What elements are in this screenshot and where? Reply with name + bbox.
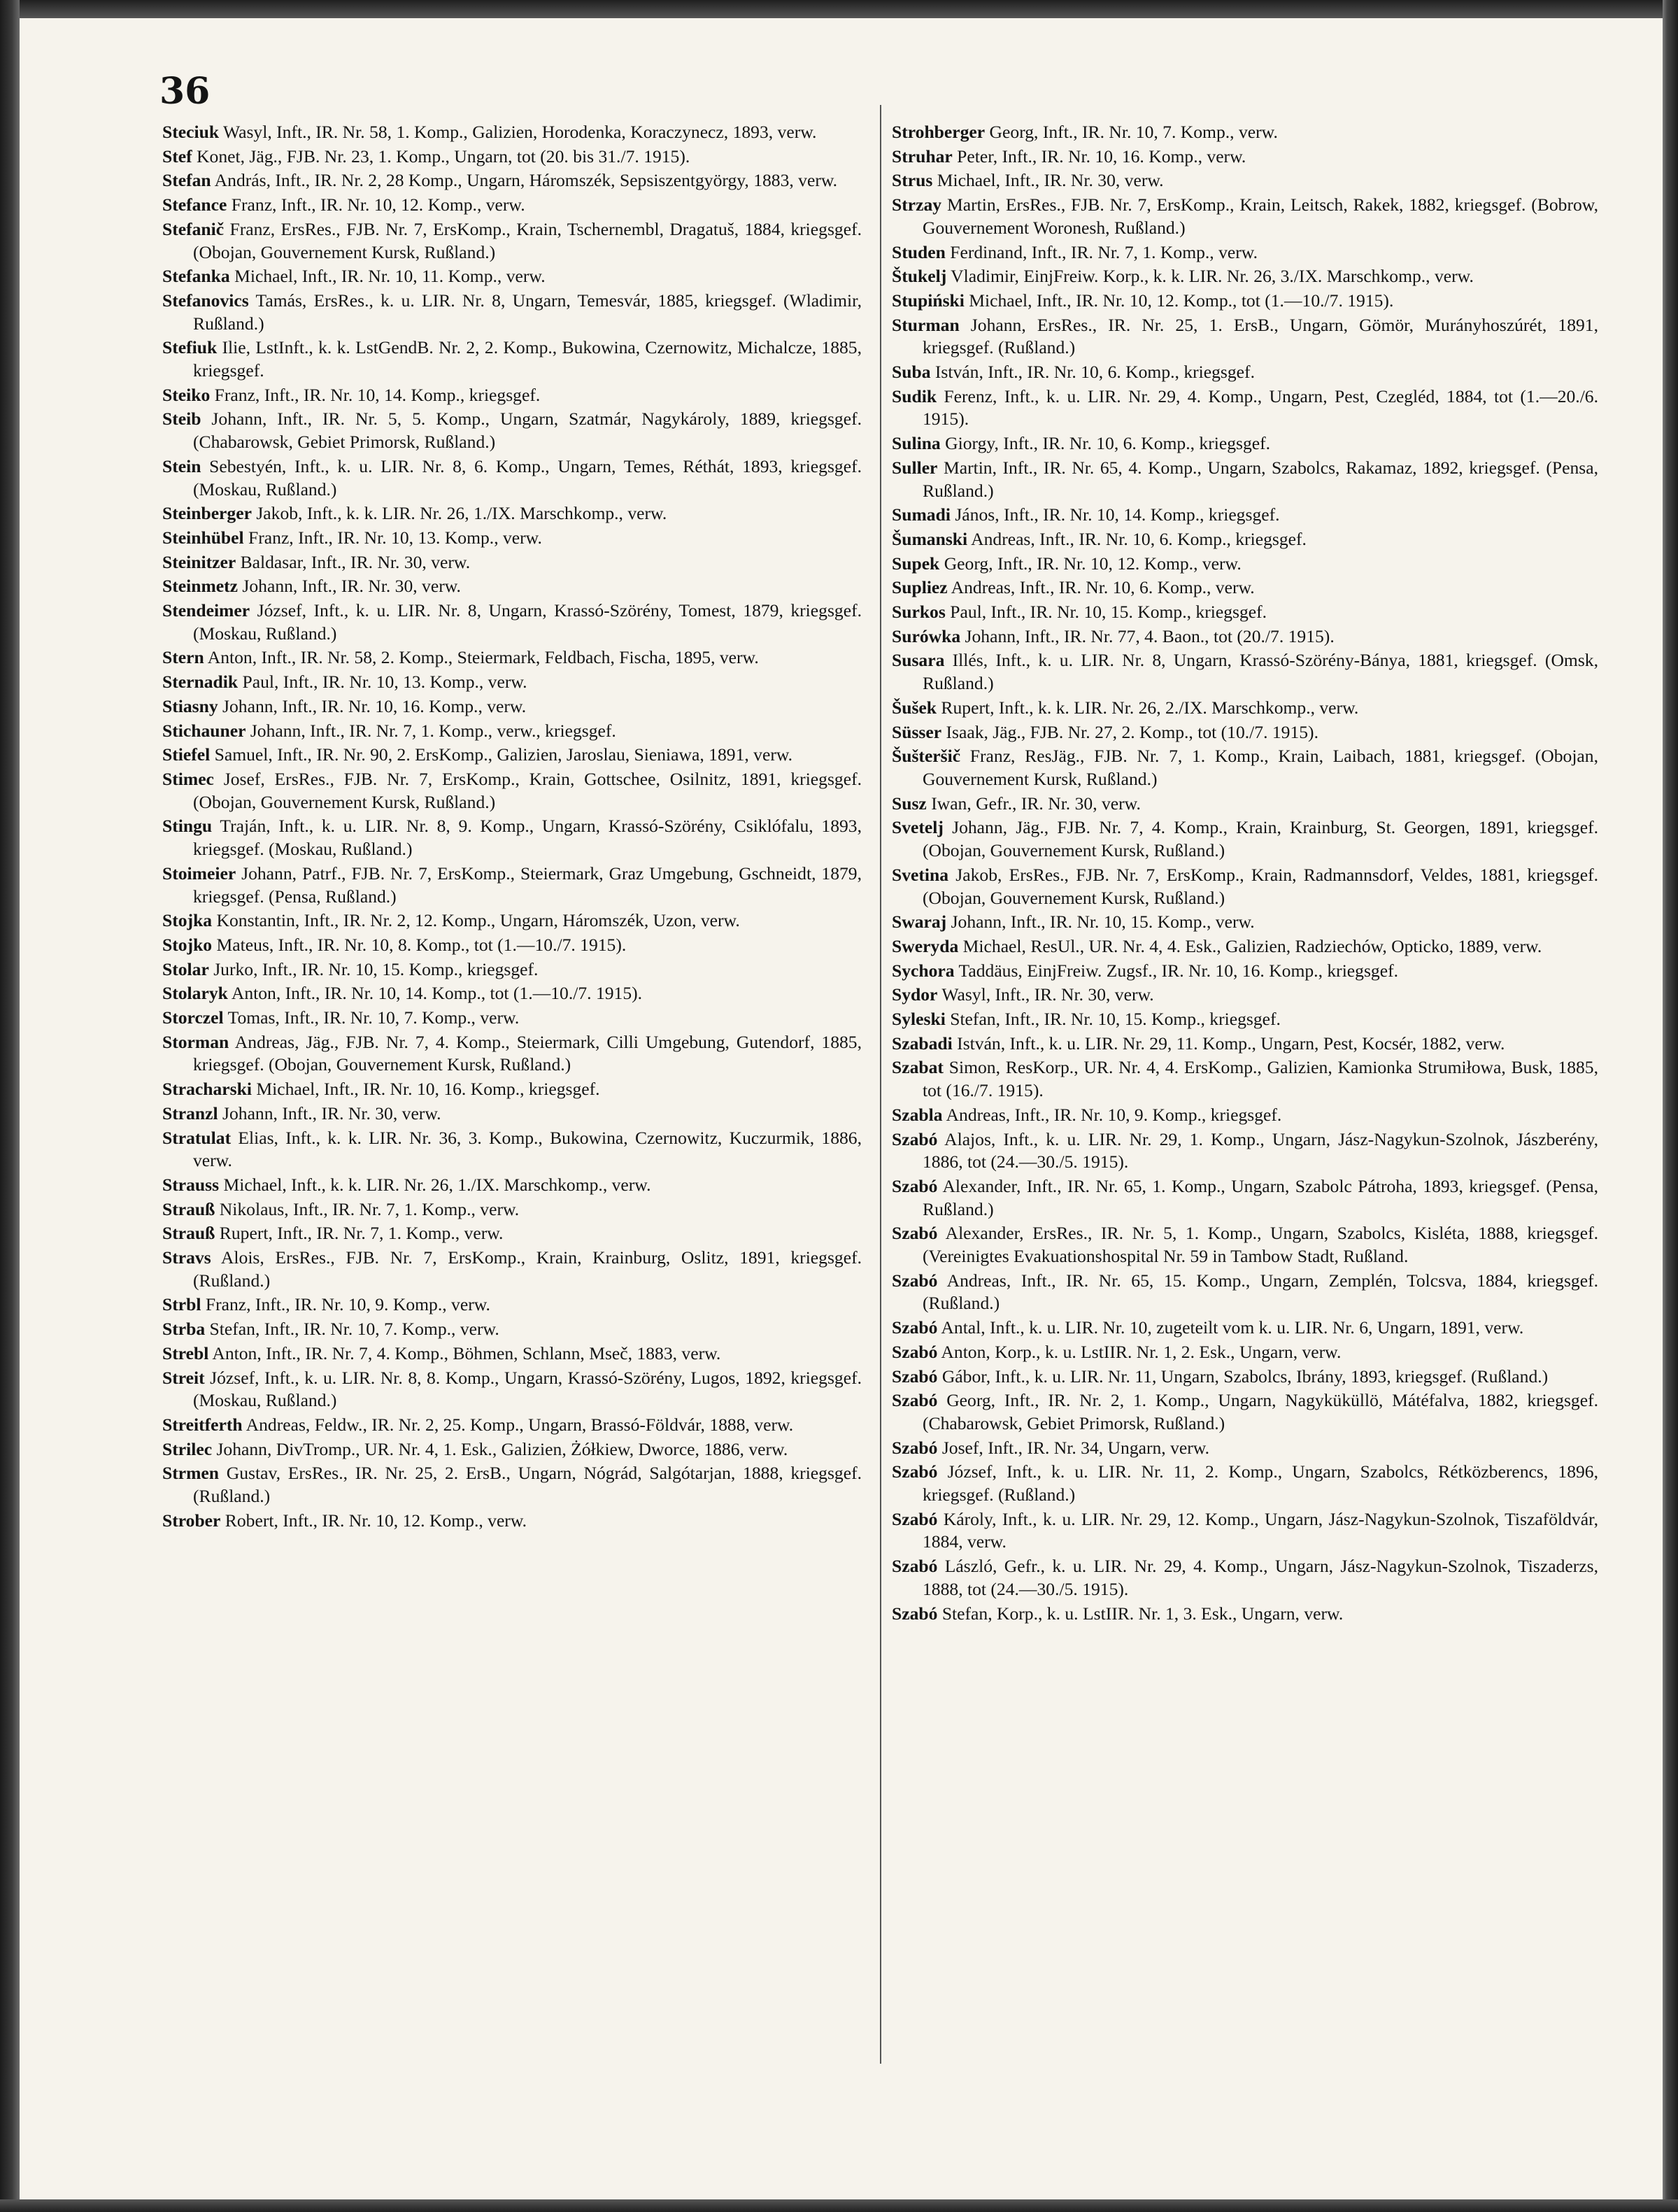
entry-details: Alois, ErsRes., FJB. Nr. 7, ErsKomp., Krain, Krainburg, Oslitz, 1891, kriegsgef. (Rußland.) <box>193 1247 862 1291</box>
casualty-entry <box>162 502 862 525</box>
entry-details: Rupert, Inft., k. k. LIR. Nr. 26, 2./IX. Marschkomp., verw. <box>937 697 1359 718</box>
entry-surname: Szabó <box>892 1390 938 1411</box>
casualty-entry <box>162 646 862 669</box>
entry-details: Nikolaus, Inft., IR. Nr. 7, 1. Komp., verw. <box>215 1198 520 1219</box>
entry-details: Robert, Inft., IR. Nr. 10, 12. Komp., verw. <box>220 1510 527 1531</box>
entry-details: Ferdinand, Inft., IR. Nr. 7, 1. Komp., verw. <box>945 241 1258 262</box>
entry-surname: Sternadik <box>162 672 239 693</box>
entry-details: Johann, Inft., IR. Nr. 10, 16. Komp., verw. <box>218 695 527 716</box>
casualty-entry <box>162 408 862 453</box>
casualty-entry <box>892 1461 1598 1506</box>
entry-surname: Surówka <box>892 625 961 646</box>
casualty-entry <box>162 551 862 574</box>
entry-surname: Stiefel <box>162 744 211 765</box>
entry-surname: Streitferth <box>162 1414 243 1435</box>
entry-surname: Stefiuk <box>162 337 218 358</box>
casualty-entry <box>162 265 862 288</box>
casualty-entry <box>892 290 1598 313</box>
entry-surname: Strohberger <box>892 122 986 142</box>
entry-surname: Steib <box>162 409 201 430</box>
entry-details: Johann, Inft., IR. Nr. 10, 15. Komp., verw. <box>946 912 1255 933</box>
casualty-entry <box>892 265 1598 288</box>
entry-details: Andreas, Inft., IR. Nr. 10, 6. Komp., verw. <box>947 577 1255 598</box>
casualty-entry <box>892 864 1598 909</box>
casualty-entry <box>162 1367 862 1412</box>
entry-details: Johann, Jäg., FJB. Nr. 7, 4. Komp., Krain, Krainburg, St. Georgen, 1891, kriegsgef. (Obojan, Gouvernement Kursk, Rußland.) <box>923 817 1598 861</box>
entry-surname: Strebl <box>162 1342 209 1363</box>
casualty-entry <box>892 1317 1598 1340</box>
casualty-entry <box>162 1127 862 1172</box>
casualty-entry <box>162 575 862 598</box>
casualty-entry <box>892 385 1598 431</box>
entry-surname: Suller <box>892 457 938 478</box>
entry-details: Alajos, Inft., k. u. LIR. Nr. 29, 1. Komp., Ungarn, Jász-Nagykun-Szolnok, Jászberény, 1886, tot (24.—30./5. 1915). <box>923 1128 1598 1172</box>
entry-surname: Stein <box>162 455 201 476</box>
entry-surname: Stolaryk <box>162 983 228 1004</box>
entry-surname: Štukelj <box>892 266 947 287</box>
entry-surname: Szabó <box>892 1556 938 1577</box>
entry-details: Martin, ErsRes., FJB. Nr. 7, ErsKomp., Krain, Leitsch, Rakek, 1882, kriegsgef. (Bobrow, Gouvernement Woronesh, Rußland.) <box>923 194 1598 238</box>
casualty-entry <box>162 695 862 718</box>
entry-details: Michael, Inft., IR. Nr. 10, 11. Komp., verw. <box>229 266 546 287</box>
entry-surname: Szabó <box>892 1508 938 1529</box>
casualty-entry <box>892 816 1598 862</box>
casualty-entry <box>162 1103 862 1126</box>
entry-details: Josef, Inft., IR. Nr. 34, Ungarn, verw. <box>937 1437 1209 1458</box>
entry-details: Anton, Inft., IR. Nr. 10, 14. Komp., tot (1.—10./7. 1915). <box>227 983 643 1004</box>
entry-surname: Supek <box>892 553 940 574</box>
entry-details: Andreas, Inft., IR. Nr. 65, 15. Komp., Ungarn, Zemplén, Tolcsva, 1884, kriegsgef. (Rußland.) <box>923 1270 1598 1314</box>
casualty-entry <box>162 384 862 407</box>
casualty-entry <box>892 960 1598 983</box>
casualty-entry <box>162 1247 862 1292</box>
entry-surname: Šušek <box>892 697 937 718</box>
entry-surname: Sudik <box>892 385 937 406</box>
casualty-entry <box>892 911 1598 934</box>
scan-border-left <box>0 0 20 2212</box>
casualty-entry <box>162 527 862 550</box>
entry-details: János, Inft., IR. Nr. 10, 14. Komp., kriegsgef. <box>950 504 1280 525</box>
entry-details: Gábor, Inft., k. u. LIR. Nr. 11, Ungarn, Szabolcs, Ibrány, 1893, kriegsgef. (Rußland.) <box>937 1366 1549 1387</box>
casualty-entry <box>162 671 862 694</box>
entry-details: István, Inft., k. u. LIR. Nr. 29, 11. Komp., Ungarn, Pest, Kocsér, 1882, verw. <box>952 1033 1505 1054</box>
entry-surname: Szabó <box>892 1461 938 1482</box>
entry-details: Michael, Inft., IR. Nr. 10, 16. Komp., kriegsgef. <box>251 1079 600 1100</box>
casualty-entry <box>162 1222 862 1245</box>
entry-details: Alexander, Inft., IR. Nr. 65, 1. Komp., Ungarn, Szabolc Pátroha, 1893, kriegsgef. (Pensa, Rußland.) <box>923 1175 1598 1219</box>
entry-surname: Süsser <box>892 721 942 742</box>
casualty-entry <box>162 1293 862 1317</box>
casualty-entry <box>892 1555 1598 1601</box>
casualty-entry <box>162 1031 862 1077</box>
casualty-entry <box>892 1056 1598 1102</box>
entry-details: József, Inft., k. u. LIR. Nr. 11, 2. Komp., Ungarn, Szabolcs, Rétközberencs, 1896, kriegsgef. (Rußland.) <box>923 1461 1598 1505</box>
casualty-entry <box>892 984 1598 1007</box>
entry-details: Ferenz, Inft., k. u. LIR. Nr. 29, 4. Komp., Ungarn, Pest, Czegléd, 1884, tot (1.—20./6. 1915). <box>923 385 1598 430</box>
entry-details: Josef, ErsRes., FJB. Nr. 7, ErsKomp., Krain, Gottschee, Osilnitz, 1891, kriegsgef. (Obojan, Gouvernement Kursk, Rußland.) <box>193 768 862 812</box>
entry-surname: Strzay <box>892 194 942 215</box>
casualty-entry <box>892 721 1598 744</box>
entry-details: Vladimir, EinjFreiw. Korp., k. k. LIR. Nr. 26, 3./IX. Marschkomp., verw. <box>946 266 1474 287</box>
entry-details: István, Inft., IR. Nr. 10, 6. Komp., kriegsgef. <box>930 362 1255 383</box>
entry-details: Jakob, Inft., k. k. LIR. Nr. 26, 1./IX. Marschkomp., verw. <box>251 503 667 524</box>
entry-details: Franz, Inft., IR. Nr. 10, 9. Komp., verw. <box>201 1294 490 1315</box>
entry-surname: Stupiński <box>892 290 965 311</box>
casualty-entry <box>892 1508 1598 1554</box>
casualty-entry <box>162 863 862 908</box>
casualty-entry <box>892 1603 1598 1626</box>
entry-details: Sebestyén, Inft., k. u. LIR. Nr. 8, 6. Komp., Ungarn, Temes, Réthát, 1893, kriegsgef. (Moskau, Rußland.) <box>193 455 862 499</box>
entry-surname: Szabó <box>892 1437 938 1458</box>
casualty-entry <box>162 455 862 501</box>
entry-details: Johann, Inft., IR. Nr. 7, 1. Komp., verw., kriegsgef. <box>246 720 616 741</box>
casualty-entry <box>892 625 1598 648</box>
entry-surname: Susz <box>892 793 927 814</box>
entry-surname: Steinmetz <box>162 576 239 597</box>
casualty-entry <box>892 146 1598 169</box>
entry-surname: Streit <box>162 1367 205 1388</box>
casualty-entry <box>892 241 1598 264</box>
entry-details: Simon, ResKorp., UR. Nr. 4, 4. ErsKomp., Galizien, Kamionka Strumiłowa, Busk, 1885, tot (16./7. 1915). <box>923 1057 1598 1101</box>
entry-surname: Stefanovics <box>162 290 249 311</box>
entry-surname: Šušteršič <box>892 746 961 767</box>
page-number: 36 <box>159 70 211 113</box>
entry-surname: Stojko <box>162 934 213 955</box>
casualty-entry <box>162 934 862 957</box>
casualty-entry <box>162 336 862 382</box>
casualty-entry <box>162 600 862 645</box>
casualty-entry <box>892 745 1598 790</box>
entry-surname: Stichauner <box>162 720 246 741</box>
entry-surname: Surkos <box>892 602 946 623</box>
entry-details: Johann, ErsRes., IR. Nr. 25, 1. ErsB., Ungarn, Gömör, Murányhoszúrét, 1891, kriegsgef. (Rußland.) <box>923 314 1598 358</box>
entry-details: László, Gefr., k. u. LIR. Nr. 29, 4. Komp., Ungarn, Jász-Nagykun-Szolnok, Tiszaderzs, 1888, tot (24.—30./5. 1915). <box>923 1556 1598 1599</box>
casualty-entry <box>892 1389 1598 1435</box>
entry-surname: Szabó <box>892 1270 938 1291</box>
casualty-entry <box>162 290 862 335</box>
entry-surname: Svetina <box>892 864 949 885</box>
entry-details: Franz, Inft., IR. Nr. 10, 12. Komp., verw. <box>227 194 525 215</box>
entry-details: Samuel, Inft., IR. Nr. 90, 2. ErsKomp., Galizien, Jaroslau, Sieniawa, 1891, verw. <box>210 744 793 765</box>
scan-border-bottom <box>0 2199 1678 2212</box>
scan-border-top <box>0 0 1678 18</box>
entry-surname: Syleski <box>892 1009 946 1030</box>
casualty-entry <box>892 1128 1598 1174</box>
entry-surname: Supliez <box>892 577 948 598</box>
casualty-entry <box>892 457 1598 502</box>
entry-surname: Suba <box>892 362 931 383</box>
entry-details: Michael, ResUl., UR. Nr. 4, 4. Esk., Galizien, Radziechów, Opticko, 1889, verw. <box>958 935 1542 956</box>
casualty-entry <box>892 1033 1598 1056</box>
entry-details: Taddäus, EinjFreiw. Zugsf., IR. Nr. 10, 16. Komp., kriegsgef. <box>954 960 1398 981</box>
casualty-entry <box>892 528 1598 551</box>
casualty-entry <box>892 361 1598 384</box>
entry-surname: Struhar <box>892 146 953 166</box>
casualty-entry <box>892 194 1598 239</box>
casualty-entry <box>162 1007 862 1030</box>
entry-details: József, Inft., k. u. LIR. Nr. 8, Ungarn, Krassó-Szörény, Tomest, 1879, kriegsgef. (Moskau, Rußland.) <box>193 600 862 644</box>
entry-details: Michael, Inft., IR. Nr. 30, verw. <box>932 170 1164 191</box>
entry-details: József, Inft., k. u. LIR. Nr. 8, 8. Komp., Ungarn, Krassó-Szörény, Lugos, 1892, kriegsgef. (Moskau, Rußland.) <box>193 1367 862 1411</box>
entry-details: Paul, Inft., IR. Nr. 10, 13. Komp., verw. <box>238 672 527 693</box>
entry-details: Michael, Inft., IR. Nr. 10, 12. Komp., tot (1.—10./7. 1915). <box>964 290 1394 311</box>
casualty-entry <box>892 1341 1598 1364</box>
entry-details: Gustav, ErsRes., IR. Nr. 25, 2. ErsB., Ungarn, Nógrád, Salgótarjan, 1888, kriegsgef. (Rußland.) <box>193 1463 862 1507</box>
entry-details: Wasyl, Inft., IR. Nr. 30, verw. <box>937 984 1154 1005</box>
casualty-entry <box>162 218 862 264</box>
entry-surname: Strba <box>162 1319 206 1340</box>
entry-surname: Storman <box>162 1031 229 1052</box>
entry-surname: Stern <box>162 647 204 668</box>
entry-surname: Susara <box>892 650 945 671</box>
entry-surname: Sumadi <box>892 504 951 525</box>
entry-details: Martin, Inft., IR. Nr. 65, 4. Komp., Ungarn, Szabolcs, Rakamaz, 1892, kriegsgef. (Pensa, Rußland.) <box>923 457 1598 501</box>
entry-details: Johann, Inft., IR. Nr. 5, 5. Komp., Ungarn, Szatmár, Nagykároly, 1889, kriegsgef. (Chabarowsk, Gebiet Primorsk, Rußland.) <box>193 409 862 453</box>
entry-surname: Szabó <box>892 1603 938 1624</box>
entry-surname: Szabó <box>892 1128 938 1149</box>
entry-surname: Strus <box>892 170 933 191</box>
entry-details: Franz, ErsRes., FJB. Nr. 7, ErsKomp., Krain, Tschernembl, Dragatuš, 1884, kriegsgef. (Obojan, Gouvernement Kursk, Rußland.) <box>193 218 862 262</box>
entry-surname: Strbl <box>162 1294 201 1315</box>
casualty-entry <box>162 1342 862 1366</box>
entry-details: Mateus, Inft., IR. Nr. 10, 8. Komp., tot (1.—10./7. 1915). <box>212 934 627 955</box>
entry-surname: Szabat <box>892 1057 944 1078</box>
entry-details: Traján, Inft., k. u. LIR. Nr. 8, 9. Komp., Ungarn, Krassó-Szörény, Csiklófalu, 1893, kriegsgef. (Moskau, Rußland.) <box>193 816 862 860</box>
entry-surname: Stranzl <box>162 1103 218 1123</box>
entry-surname: Stojka <box>162 910 213 931</box>
casualty-entry <box>162 1174 862 1197</box>
entry-details: Konstantin, Inft., IR. Nr. 2, 12. Komp., Ungarn, Háromszék, Uzon, verw. <box>212 910 740 931</box>
entry-surname: Szabó <box>892 1317 938 1338</box>
entry-details: Georg, Inft., IR. Nr. 10, 7. Komp., verw. <box>985 122 1278 142</box>
entry-details: Andreas, Feldw., IR. Nr. 2, 25. Komp., Ungarn, Brassó-Földvár, 1888, verw. <box>242 1414 794 1435</box>
casualty-entry <box>892 1270 1598 1315</box>
casualty-entry <box>892 432 1598 455</box>
entry-surname: Svetelj <box>892 817 944 838</box>
right-column <box>892 121 1598 1626</box>
entry-details: Stefan, Korp., k. u. LstIIR. Nr. 1, 3. Esk., Ungarn, verw. <box>937 1603 1344 1624</box>
entry-surname: Stefan <box>162 170 211 191</box>
entry-details: Andreas, Inft., IR. Nr. 10, 6. Komp., kriegsgef. <box>967 528 1307 549</box>
entry-surname: Stefanič <box>162 218 225 239</box>
entry-surname: Sulina <box>892 433 941 454</box>
casualty-entry <box>162 1510 862 1533</box>
casualty-entry <box>892 121 1598 144</box>
casualty-entry <box>892 504 1598 527</box>
left-column <box>162 121 862 1533</box>
entry-details: Antal, Inft., k. u. LIR. Nr. 10, zugeteilt vom k. u. LIR. Nr. 6, Ungarn, 1891, verw. <box>937 1317 1524 1338</box>
entry-surname: Stingu <box>162 816 213 837</box>
casualty-entry <box>162 1078 862 1101</box>
entry-surname: Szabadi <box>892 1033 953 1054</box>
casualty-entry <box>162 1438 862 1461</box>
entry-surname: Strauß <box>162 1223 215 1244</box>
entry-surname: Stracharski <box>162 1079 252 1100</box>
entry-surname: Studen <box>892 241 946 262</box>
casualty-entry <box>892 314 1598 360</box>
entry-details: Károly, Inft., k. u. LIR. Nr. 29, 12. Komp., Ungarn, Jász-Nagykun-Szolnok, Tiszaföldvár, 1884, verw. <box>923 1508 1598 1552</box>
entry-surname: Stolar <box>162 958 209 979</box>
entry-details: Jurko, Inft., IR. Nr. 10, 15. Komp., kriegsgef. <box>208 958 539 979</box>
casualty-entry <box>162 1198 862 1221</box>
entry-surname: Sydor <box>892 984 938 1005</box>
casualty-entry <box>162 1414 862 1437</box>
entry-surname: Sturman <box>892 314 960 335</box>
casualty-entry <box>892 649 1598 695</box>
casualty-entry <box>892 697 1598 720</box>
entry-surname: Stiasny <box>162 695 218 716</box>
entry-surname: Steiko <box>162 384 211 405</box>
entry-details: Peter, Inft., IR. Nr. 10, 16. Komp., verw. <box>952 146 1246 166</box>
casualty-entry <box>892 1175 1598 1221</box>
casualty-entry <box>892 1366 1598 1389</box>
entry-details: Anton, Korp., k. u. LstIIR. Nr. 1, 2. Esk., Ungarn, verw. <box>937 1341 1342 1362</box>
entry-details: Anton, Inft., IR. Nr. 7, 4. Komp., Böhmen, Schlann, Mseč, 1883, verw. <box>208 1342 721 1363</box>
entry-details: András, Inft., IR. Nr. 2, 28 Komp., Ungarn, Háromszék, Sepsiszentgyörgy, 1883, verw. <box>211 170 838 191</box>
entry-surname: Stef <box>162 146 192 166</box>
entry-details: Rupert, Inft., IR. Nr. 7, 1. Komp., verw. <box>215 1223 504 1244</box>
entry-details: Tomas, Inft., IR. Nr. 10, 7. Komp., verw. <box>223 1007 520 1028</box>
entry-surname: Strauß <box>162 1198 215 1219</box>
casualty-entry <box>162 958 862 981</box>
entry-surname: Stefance <box>162 194 227 215</box>
column-divider <box>880 105 881 2064</box>
entry-surname: Steinitzer <box>162 551 236 572</box>
entry-details: Isaak, Jäg., FJB. Nr. 27, 2. Komp., tot (10./7. 1915). <box>941 721 1318 742</box>
entry-details: Elias, Inft., k. k. LIR. Nr. 36, 3. Komp., Bukowina, Czernowitz, Kuczurmik, 1886, verw. <box>193 1127 862 1171</box>
casualty-entry <box>892 1222 1598 1268</box>
entry-surname: Stimec <box>162 768 214 789</box>
entry-surname: Szabó <box>892 1175 938 1196</box>
entry-surname: Strmen <box>162 1463 220 1484</box>
entry-details: Andreas, Jäg., FJB. Nr. 7, 4. Komp., Steiermark, Cilli Umgebung, Gutendorf, 1885, kriegsgef. (Obojan, Gouvernement Kursk, Rußland.) <box>193 1031 862 1075</box>
entry-details: Wasyl, Inft., IR. Nr. 58, 1. Komp., Galizien, Horodenka, Koraczynecz, 1893, verw. <box>219 122 817 142</box>
entry-surname: Steinberger <box>162 503 252 524</box>
casualty-entry <box>892 1437 1598 1460</box>
entry-surname: Stratulat <box>162 1127 232 1148</box>
entry-surname: Szabó <box>892 1223 938 1244</box>
casualty-entry <box>162 121 862 144</box>
entry-details: Tamás, ErsRes., k. u. LIR. Nr. 8, Ungarn, Temesvár, 1885, kriegsgef. (Wladimir, Rußland.) <box>193 290 862 334</box>
entry-surname: Stendeimer <box>162 600 250 621</box>
entry-details: Stefan, Inft., IR. Nr. 10, 7. Komp., verw. <box>205 1319 499 1340</box>
entry-details: Johann, Inft., IR. Nr. 30, verw. <box>238 576 461 597</box>
entry-details: Jakob, ErsRes., FJB. Nr. 7, ErsKomp., Krain, Radmannsdorf, Veldes, 1881, kriegsgef. (Obojan, Gouvernement Kursk, Rußland.) <box>923 864 1598 908</box>
entry-surname: Sychora <box>892 960 955 981</box>
entry-surname: Šumanski <box>892 528 968 549</box>
casualty-entry <box>892 601 1598 624</box>
casualty-entry <box>162 194 862 217</box>
entry-details: Stefan, Inft., IR. Nr. 10, 15. Komp., kriegsgef. <box>945 1009 1281 1030</box>
casualty-entry <box>892 576 1598 600</box>
entry-surname: Szabó <box>892 1366 938 1387</box>
casualty-entry <box>892 553 1598 576</box>
entry-details: Johann, Patrf., FJB. Nr. 7, ErsKomp., Steiermark, Graz Umgebung, Gschneidt, 1879, kriegsgef. (Pensa, Rußland.) <box>193 863 862 907</box>
casualty-entry <box>892 935 1598 958</box>
entry-details: Giorgy, Inft., IR. Nr. 10, 6. Komp., kriegsgef. <box>940 433 1271 454</box>
entry-details: Michael, Inft., k. k. LIR. Nr. 26, 1./IX. Marschkomp., verw. <box>219 1174 651 1195</box>
casualty-entry <box>892 1008 1598 1031</box>
entry-surname: Steinhübel <box>162 527 244 548</box>
entry-details: Alexander, ErsRes., IR. Nr. 5, 1. Komp., Ungarn, Szabolcs, Kisléta, 1888, kriegsgef. (Vereinigtes Evakuationshospital Nr. 59 in Tambow Stadt, Rußland. <box>923 1223 1598 1267</box>
entry-details: Georg, Inft., IR. Nr. 10, 12. Komp., verw. <box>939 553 1242 574</box>
casualty-entry <box>162 768 862 814</box>
entry-surname: Stoimeier <box>162 863 236 884</box>
casualty-entry <box>162 720 862 743</box>
entry-details: Illés, Inft., k. u. LIR. Nr. 8, Ungarn, Krassó-Szörény-Bánya, 1881, kriegsgef. (Omsk, Rußland.) <box>923 650 1598 694</box>
entry-surname: Storczel <box>162 1007 224 1028</box>
entry-details: Franz, ResJäg., FJB. Nr. 7, 1. Komp., Krain, Laibach, 1881, kriegsgef. (Obojan, Gouvernement Kursk, Rußland.) <box>923 746 1598 789</box>
casualty-entry <box>162 169 862 192</box>
casualty-entry <box>892 1104 1598 1127</box>
casualty-entry <box>162 1318 862 1341</box>
casualty-entry <box>162 815 862 860</box>
entry-details: Johann, Inft., IR. Nr. 30, verw. <box>218 1103 441 1123</box>
entry-details: Konet, Jäg., FJB. Nr. 23, 1. Komp., Ungarn, tot (20. bis 31./7. 1915). <box>192 146 690 166</box>
entry-surname: Strauss <box>162 1174 220 1195</box>
entry-surname: Strober <box>162 1510 221 1531</box>
entry-details: Ilie, LstInft., k. k. LstGendB. Nr. 2, 2. Komp., Bukowina, Czernowitz, Michalcze, 1885, kriegsgef. <box>193 337 862 381</box>
entry-details: Andreas, Inft., IR. Nr. 10, 9. Komp., kriegsgef. <box>942 1104 1282 1125</box>
entry-details: Paul, Inft., IR. Nr. 10, 15. Komp., kriegsgef. <box>945 602 1267 623</box>
casualty-entry <box>162 1462 862 1508</box>
entry-details: Johann, Inft., IR. Nr. 77, 4. Baon., tot (20./7. 1915). <box>960 625 1335 646</box>
entry-details: Iwan, Gefr., IR. Nr. 30, verw. <box>926 793 1141 814</box>
entry-details: Anton, Inft., IR. Nr. 58, 2. Komp., Steiermark, Feldbach, Fischa, 1895, verw. <box>204 647 759 668</box>
casualty-entry <box>892 169 1598 192</box>
casualty-entry <box>162 146 862 169</box>
entry-surname: Steciuk <box>162 122 220 142</box>
entry-details: Franz, Inft., IR. Nr. 10, 13. Komp., verw. <box>243 527 542 548</box>
entry-surname: Szabó <box>892 1341 938 1362</box>
casualty-entry <box>162 909 862 933</box>
entry-details: Johann, DivTromp., UR. Nr. 4, 1. Esk., Galizien, Żółkiew, Dworce, 1886, verw. <box>212 1438 788 1459</box>
entry-details: Franz, Inft., IR. Nr. 10, 14. Komp., kriegsgef. <box>210 384 541 405</box>
entry-surname: Swerydа <box>892 935 959 956</box>
entry-details: Baldasar, Inft., IR. Nr. 30, verw. <box>236 551 471 572</box>
entry-surname: Stefanka <box>162 266 230 287</box>
entry-surname: Stravs <box>162 1247 211 1268</box>
casualty-entry <box>162 744 862 767</box>
entry-details: Georg, Inft., IR. Nr. 2, 1. Komp., Ungarn, Nagyküküllö, Mátéfalva, 1882, kriegsgef. (Chabarowsk, Gebiet Primorsk, Rußland.) <box>923 1390 1598 1433</box>
entry-surname: Szabla <box>892 1104 943 1125</box>
entry-surname: Swaraj <box>892 912 947 933</box>
entry-surname: Strilec <box>162 1438 213 1459</box>
scan-border-right <box>1663 0 1678 2212</box>
casualty-entry <box>162 982 862 1005</box>
casualty-entry <box>892 793 1598 816</box>
